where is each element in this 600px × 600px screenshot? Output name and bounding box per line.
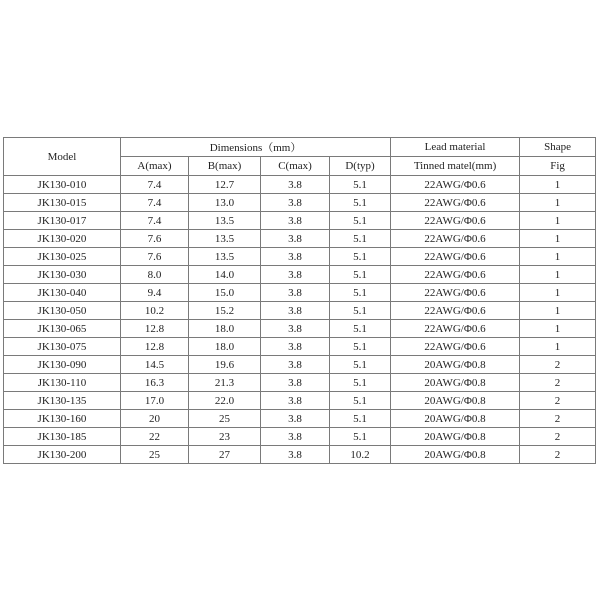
cell-b: 13.5: [189, 248, 261, 266]
cell-b: 14.0: [189, 266, 261, 284]
cell-model: JK130-200: [4, 446, 121, 464]
cell-d: 5.1: [330, 248, 391, 266]
cell-fig: 1: [520, 194, 596, 212]
cell-lead: 20AWG/Φ0.8: [391, 410, 520, 428]
table-row: [4, 212, 596, 230]
cell-a: 14.5: [121, 356, 189, 374]
cell-b: 23: [189, 428, 261, 446]
cell-b: 19.6: [189, 356, 261, 374]
cell-lead: 22AWG/Φ0.6: [391, 176, 520, 194]
cell-c: 3.8: [261, 374, 330, 392]
cell-a: 20: [121, 410, 189, 428]
cell-a: 7.4: [121, 176, 189, 194]
table-row: [4, 428, 596, 446]
cell-c: 3.8: [261, 428, 330, 446]
cell-b: 27: [189, 446, 261, 464]
cell-model: JK130-015: [4, 194, 121, 212]
table-row: [4, 176, 596, 194]
header-model: Model: [4, 138, 121, 176]
cell-fig: 2: [520, 392, 596, 410]
cell-a: 17.0: [121, 392, 189, 410]
cell-model: JK130-025: [4, 248, 121, 266]
cell-lead: 20AWG/Φ0.8: [391, 374, 520, 392]
header-tinned-matel: Tinned matel(mm): [391, 157, 520, 176]
cell-lead: 20AWG/Φ0.8: [391, 356, 520, 374]
cell-d: 5.1: [330, 410, 391, 428]
cell-b: 18.0: [189, 320, 261, 338]
cell-fig: 1: [520, 284, 596, 302]
cell-c: 3.8: [261, 176, 330, 194]
cell-lead: 22AWG/Φ0.6: [391, 230, 520, 248]
cell-d: 5.1: [330, 392, 391, 410]
cell-model: JK130-030: [4, 266, 121, 284]
cell-a: 12.8: [121, 320, 189, 338]
cell-d: 5.1: [330, 176, 391, 194]
cell-fig: 1: [520, 338, 596, 356]
cell-d: 5.1: [330, 320, 391, 338]
cell-c: 3.8: [261, 356, 330, 374]
table-row: [4, 284, 596, 302]
cell-a: 7.4: [121, 194, 189, 212]
table-row: [4, 320, 596, 338]
cell-d: 5.1: [330, 266, 391, 284]
cell-a: 10.2: [121, 302, 189, 320]
cell-fig: 1: [520, 302, 596, 320]
cell-c: 3.8: [261, 320, 330, 338]
cell-model: JK130-017: [4, 212, 121, 230]
cell-lead: 22AWG/Φ0.6: [391, 302, 520, 320]
cell-lead: 22AWG/Φ0.6: [391, 194, 520, 212]
cell-model: JK130-185: [4, 428, 121, 446]
cell-c: 3.8: [261, 230, 330, 248]
cell-a: 12.8: [121, 338, 189, 356]
cell-d: 5.1: [330, 284, 391, 302]
cell-fig: 1: [520, 320, 596, 338]
cell-c: 3.8: [261, 194, 330, 212]
cell-model: JK130-010: [4, 176, 121, 194]
cell-fig: 2: [520, 410, 596, 428]
cell-c: 3.8: [261, 248, 330, 266]
cell-b: 13.5: [189, 212, 261, 230]
table-row: [4, 410, 596, 428]
cell-lead: 20AWG/Φ0.8: [391, 392, 520, 410]
cell-d: 10.2: [330, 446, 391, 464]
cell-b: 12.7: [189, 176, 261, 194]
cell-a: 7.6: [121, 230, 189, 248]
cell-d: 5.1: [330, 230, 391, 248]
header-a-max: A(max): [121, 157, 189, 176]
cell-fig: 1: [520, 266, 596, 284]
cell-model: JK130-160: [4, 410, 121, 428]
cell-b: 25: [189, 410, 261, 428]
table-row: [4, 446, 596, 464]
table-row: [4, 194, 596, 212]
cell-model: JK130-050: [4, 302, 121, 320]
header-d-typ: D(typ): [330, 157, 391, 176]
cell-fig: 2: [520, 428, 596, 446]
cell-b: 13.0: [189, 194, 261, 212]
cell-d: 5.1: [330, 194, 391, 212]
header-b-max: B(max): [189, 157, 261, 176]
cell-lead: 20AWG/Φ0.8: [391, 428, 520, 446]
cell-d: 5.1: [330, 338, 391, 356]
cell-c: 3.8: [261, 392, 330, 410]
cell-fig: 1: [520, 176, 596, 194]
cell-model: JK130-135: [4, 392, 121, 410]
header-c-max: C(max): [261, 157, 330, 176]
cell-model: JK130-040: [4, 284, 121, 302]
header-dimensions: Dimensions（mm）: [121, 138, 391, 157]
header-row-top: [4, 138, 596, 157]
cell-d: 5.1: [330, 302, 391, 320]
cell-lead: 22AWG/Φ0.6: [391, 338, 520, 356]
cell-lead: 22AWG/Φ0.6: [391, 248, 520, 266]
cell-c: 3.8: [261, 212, 330, 230]
table-row: [4, 248, 596, 266]
cell-c: 3.8: [261, 338, 330, 356]
cell-model: JK130-075: [4, 338, 121, 356]
cell-d: 5.1: [330, 428, 391, 446]
cell-lead: 22AWG/Φ0.6: [391, 212, 520, 230]
cell-c: 3.8: [261, 302, 330, 320]
cell-b: 21.3: [189, 374, 261, 392]
cell-b: 13.5: [189, 230, 261, 248]
table-row: [4, 374, 596, 392]
cell-lead: 22AWG/Φ0.6: [391, 284, 520, 302]
cell-lead: 22AWG/Φ0.6: [391, 320, 520, 338]
table-row: [4, 338, 596, 356]
cell-c: 3.8: [261, 266, 330, 284]
header-shape: Shape: [520, 138, 596, 157]
cell-lead: 22AWG/Φ0.6: [391, 266, 520, 284]
cell-b: 15.2: [189, 302, 261, 320]
table-row: [4, 230, 596, 248]
cell-b: 22.0: [189, 392, 261, 410]
cell-d: 5.1: [330, 374, 391, 392]
cell-b: 15.0: [189, 284, 261, 302]
cell-a: 7.6: [121, 248, 189, 266]
header-fig: Fig: [520, 157, 596, 176]
cell-fig: 1: [520, 212, 596, 230]
cell-fig: 2: [520, 446, 596, 464]
table-body: [4, 176, 596, 464]
table-row: [4, 392, 596, 410]
cell-model: JK130-020: [4, 230, 121, 248]
cell-c: 3.8: [261, 446, 330, 464]
cell-fig: 1: [520, 248, 596, 266]
cell-a: 25: [121, 446, 189, 464]
cell-a: 9.4: [121, 284, 189, 302]
cell-model: JK130-090: [4, 356, 121, 374]
table-row: [4, 356, 596, 374]
cell-fig: 2: [520, 356, 596, 374]
cell-a: 8.0: [121, 266, 189, 284]
cell-d: 5.1: [330, 212, 391, 230]
cell-lead: 20AWG/Φ0.8: [391, 446, 520, 464]
table-row: [4, 302, 596, 320]
cell-model: JK130-065: [4, 320, 121, 338]
cell-fig: 1: [520, 230, 596, 248]
cell-c: 3.8: [261, 410, 330, 428]
cell-fig: 2: [520, 374, 596, 392]
cell-a: 22: [121, 428, 189, 446]
table-header: [4, 138, 596, 176]
cell-a: 16.3: [121, 374, 189, 392]
spec-table: [3, 137, 596, 464]
header-lead-material: Lead material: [391, 138, 520, 157]
cell-c: 3.8: [261, 284, 330, 302]
cell-model: JK130-110: [4, 374, 121, 392]
table-row: [4, 266, 596, 284]
cell-a: 7.4: [121, 212, 189, 230]
cell-d: 5.1: [330, 356, 391, 374]
cell-b: 18.0: [189, 338, 261, 356]
